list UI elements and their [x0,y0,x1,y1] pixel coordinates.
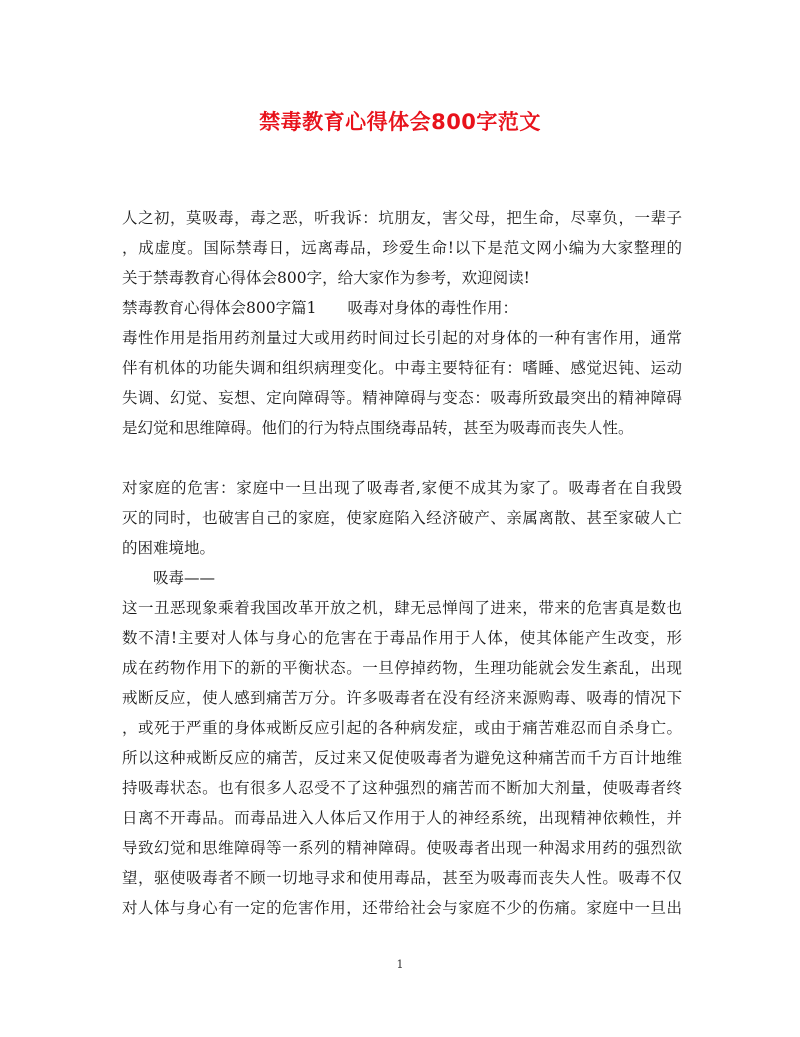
text-line: 这一丑恶现象乘着我国改革开放之机，肆无忌惮闯了进来，带来的危害真是数也 [122,599,682,617]
page-number: 1 [396,958,404,971]
text-line: 对家庭的危害：家庭中一旦出现了吸毒者,家便不成其为家了。吸毒者在自我毁 [122,479,682,497]
document-body [122,203,682,923]
text-line: 对人体与身心有一定的危害作用，还带给社会与家庭不少的伤痛。家庭中一旦出 [122,899,682,917]
text-line: 禁毒教育心得体会800字篇1 吸毒对身体的毒性作用： [122,299,518,317]
text-line: 毒性作用是指用药剂量过大或用药时间过长引起的对身体的一种有害作用，通常 [122,329,682,347]
text-line: 灭的同时，也破害自己的家庭，使家庭陷入经济破产、亲属离散、甚至家破人亡 [122,509,682,527]
text-line: ，或死于严重的身体戒断反应引起的各种病发症，或由于痛苦难忍而自杀身亡。 [122,719,682,737]
text-line: 伴有机体的功能失调和组织病理变化。中毒主要特征有：嗜睡、感觉迟钝、运动 [122,359,682,377]
document-title: 禁毒教育心得体会800字范文 [259,110,541,134]
text-line: 持吸毒状态。也有很多人忍受不了这种强烈的痛苦而不断加大剂量，使吸毒者终 [122,779,682,797]
text-line: 成在药物作用下的新的平衡状态。一旦停掉药物，生理功能就会发生紊乱，出现 [122,659,682,677]
text-line: 数不清!主要对人体与身心的危害在于毒品作用于人体，使其体能产生改变，形 [122,629,682,647]
text-line: 的困难境地。 [122,539,216,557]
text-line: 是幻觉和思维障碍。他们的行为特点围绕毒品转，甚至为吸毒而丧失人性。 [122,419,634,437]
text-line: 所以这种戒断反应的痛苦，反过来又促使吸毒者为避免这种痛苦而千方百计地维 [122,749,682,767]
text-line: 导致幻觉和思维障碍等一系列的精神障碍。使吸毒者出现一种渴求用药的强烈欲 [122,839,682,857]
text-line: 关于禁毒教育心得体会800字，给大家作为参考，欢迎阅读! [122,269,530,287]
text-line: 戒断反应，使人感到痛苦万分。许多吸毒者在没有经济来源购毒、吸毒的情况下 [122,689,682,707]
text-line: ，成虚度。国际禁毒日，远离毒品，珍爱生命!以下是范文网小编为大家整理的 [122,239,682,257]
text-line: 失调、幻觉、妄想、定向障碍等。精神障碍与变态：吸毒所致最突出的精神障碍 [122,389,682,407]
text-line: 人之初，莫吸毒，毒之恶，听我诉：坑朋友，害父母，把生命，尽辜负，一辈子 [122,209,682,227]
text-line: 日离不开毒品。而毒品进入人体后又作用于人的神经系统，出现精神依赖性，并 [122,809,682,827]
text-line: 望，驱使吸毒者不顾一切地寻求和使用毒品，甚至为吸毒而丧失人性。吸毒不仅 [122,869,682,887]
paragraph-gap [122,443,682,473]
text-line: 吸毒—— [153,569,216,587]
